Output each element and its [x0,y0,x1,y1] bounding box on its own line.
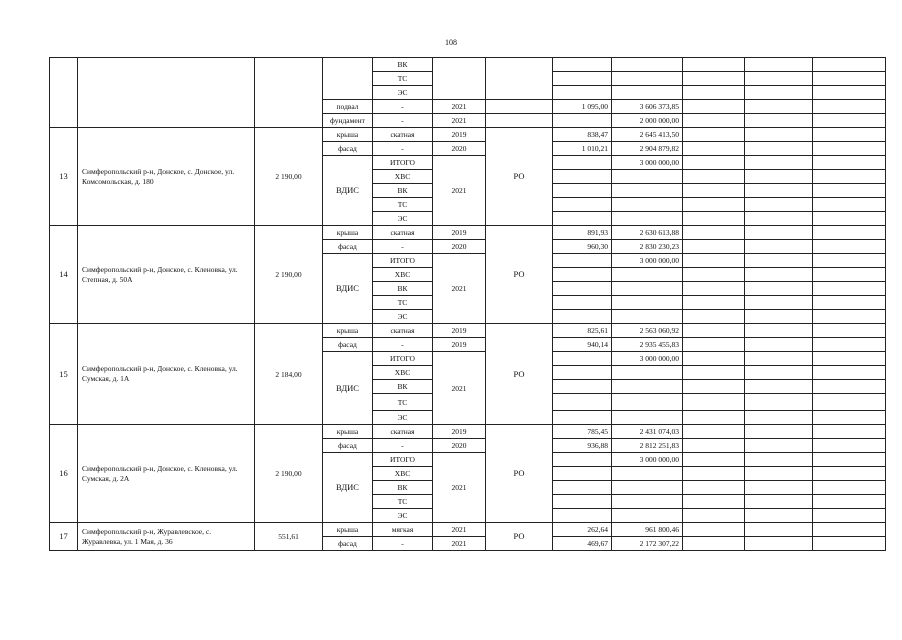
vdis-label: ВДИС [323,156,373,226]
area-cell [553,254,612,268]
empty-cell [745,453,813,467]
empty-cell [813,212,886,226]
address-cell: Симферопольский р-н, Донское, с. Донское, ул. Комсомольская, д. 180 [78,128,255,226]
empty-cell [813,226,886,240]
area-cell [553,310,612,324]
empty-cell [683,380,745,394]
empty-cell [683,184,745,198]
empty-cell [683,509,745,523]
empty-cell [683,310,745,324]
empty-cell [745,338,813,352]
subsystem-cell: ЭС [373,212,433,226]
empty-cell [683,226,745,240]
subsystem-cell: ТС [373,394,433,411]
area-cell: 936,88 [553,439,612,453]
type-cell: скатная [373,128,433,142]
empty-cell [813,254,886,268]
empty-cell [683,128,745,142]
row-index: 16 [50,425,78,523]
empty-cell [813,128,886,142]
cost-cell [612,481,683,495]
vdis-label: ВДИС [323,453,373,523]
area-cell [553,198,612,212]
cost-cell [612,72,683,86]
empty-cell [683,352,745,366]
page-number: 108 [445,38,457,47]
cost-cell [612,212,683,226]
fund-cell [486,58,553,100]
empty-cell [745,240,813,254]
empty-cell [683,86,745,100]
address-cell: Симферопольский р-н, Донское, с. Кленовка, ул. Степная, д. 50А [78,226,255,324]
empty-cell [813,156,886,170]
empty-cell [683,453,745,467]
cost-cell [612,86,683,100]
element-cell: крыша [323,226,373,240]
empty-cell [813,142,886,156]
area-cell [553,509,612,523]
empty-cell [745,72,813,86]
type-cell: - [373,100,433,114]
empty-cell [745,394,813,411]
empty-cell [745,366,813,380]
fund-cell: РО [486,523,553,551]
area-cell: 891,93 [553,226,612,240]
area-cell [553,268,612,282]
cost-cell: 2 812 251,83 [612,439,683,453]
empty-cell [813,58,886,72]
cost-cell [612,296,683,310]
empty-cell [683,156,745,170]
year-cell: 2020 [433,240,486,254]
subsystem-cell: ЭС [373,86,433,100]
fund-cell: РО [486,226,553,324]
cost-cell [612,495,683,509]
cost-cell [612,184,683,198]
empty-cell [745,324,813,338]
empty-cell [813,352,886,366]
empty-cell [813,170,886,184]
year-cell: 2021 [433,100,486,114]
subsystem-cell: ХВС [373,170,433,184]
empty-cell [745,212,813,226]
empty-cell [745,156,813,170]
cost-cell [612,380,683,394]
subsystem-cell: ВК [373,481,433,495]
empty-cell [813,467,886,481]
cost-cell: 2 563 060,92 [612,324,683,338]
empty-cell [683,523,745,537]
empty-cell [683,439,745,453]
table-row [50,523,886,537]
year-cell: 2021 [433,453,486,523]
subsystem-cell: ТС [373,72,433,86]
empty-cell [683,411,745,425]
empty-cell [683,394,745,411]
cost-cell: 961 800,46 [612,523,683,537]
empty-cell [745,86,813,100]
element-cell: крыша [323,425,373,439]
empty-cell [813,495,886,509]
table-row [50,58,886,72]
area-cell [553,366,612,380]
subsystem-cell: ХВС [373,467,433,481]
subsystem-cell: ТС [373,495,433,509]
area-cell [553,170,612,184]
empty-cell [813,72,886,86]
element-cell: фундамент [323,114,373,128]
year-cell: 2021 [433,352,486,425]
cost-cell: 2 904 879,82 [612,142,683,156]
year-cell: 2020 [433,142,486,156]
empty-cell [745,380,813,394]
empty-cell [745,170,813,184]
empty-cell [813,338,886,352]
cost-cell: 2 172 307,22 [612,537,683,551]
area-cell [553,72,612,86]
element-cell: фасад [323,338,373,352]
area-cell [553,380,612,394]
empty-cell [813,425,886,439]
fund-cell: РО [486,128,553,226]
subsystem-cell: ХВС [373,366,433,380]
year-cell: 2019 [433,338,486,352]
empty-cell [745,523,813,537]
empty-cell [745,310,813,324]
area-total-cell: 2 190,00 [255,226,323,324]
empty-cell [813,240,886,254]
area-cell [553,411,612,425]
type-cell: скатная [373,425,433,439]
cost-cell: 2 431 074,03 [612,425,683,439]
cost-cell: 3 000 000,00 [612,156,683,170]
area-cell [553,394,612,411]
area-cell [553,495,612,509]
year-cell: 2021 [433,523,486,537]
empty-cell [745,254,813,268]
element-cell: фасад [323,537,373,551]
empty-cell [683,268,745,282]
empty-cell [813,268,886,282]
empty-cell [683,282,745,296]
empty-cell [683,212,745,226]
empty-cell [813,509,886,523]
empty-cell [813,481,886,495]
empty-cell [745,114,813,128]
year-cell: 2021 [433,114,486,128]
area-total-cell: 2 190,00 [255,128,323,226]
subsystem-cell: ВК [373,282,433,296]
area-cell: 825,61 [553,324,612,338]
subsystem-cell: ВК [373,184,433,198]
area-cell [553,282,612,296]
vdis-label: ВДИС [323,352,373,425]
fund-cell [486,114,553,128]
cost-cell [612,198,683,212]
cost-cell: 2 630 613,88 [612,226,683,240]
table-row [50,128,886,142]
repair-schedule-table [49,57,886,551]
empty-cell [813,537,886,551]
empty-cell [813,366,886,380]
element-cell: фасад [323,439,373,453]
element-cell: крыша [323,523,373,537]
empty-cell [813,453,886,467]
empty-cell [745,142,813,156]
subsystem-cell: ВК [373,58,433,72]
type-cell: - [373,142,433,156]
table-body [50,58,886,551]
empty-cell [683,100,745,114]
empty-cell [683,425,745,439]
row-index: 15 [50,324,78,425]
empty-cell [813,380,886,394]
area-cell: 785,45 [553,425,612,439]
year-cell: 2019 [433,128,486,142]
empty-cell [683,114,745,128]
empty-cell [813,86,886,100]
empty-cell [683,467,745,481]
year-cell: 2019 [433,425,486,439]
empty-cell [745,198,813,212]
year-cell: 2019 [433,226,486,240]
idx-cell [50,58,78,128]
area-total-cell: 2 190,00 [255,425,323,523]
empty-cell [683,324,745,338]
cost-cell: 2 935 455,83 [612,338,683,352]
empty-cell [683,338,745,352]
empty-cell [745,439,813,453]
empty-cell [683,481,745,495]
subsystem-cell: ЭС [373,310,433,324]
area-cell [553,156,612,170]
empty-cell [813,523,886,537]
subsystem-cell: ЭС [373,509,433,523]
address-cell: Симферопольский р-н, Донское, с. Кленовка, ул. Сумская, д. 2А [78,425,255,523]
area-cell [553,481,612,495]
cost-cell: 3 000 000,00 [612,254,683,268]
element-cell: фасад [323,240,373,254]
empty-cell [683,240,745,254]
area-cell: 1 095,00 [553,100,612,114]
empty-cell [683,366,745,380]
type-cell: мягкая [373,523,433,537]
cost-cell: 2 830 230,23 [612,240,683,254]
empty-cell [683,142,745,156]
empty-cell [745,481,813,495]
cost-cell: 2 645 413,50 [612,128,683,142]
area-cell [553,212,612,226]
empty-cell [683,296,745,310]
year-cell: 2021 [433,156,486,226]
empty-cell [745,282,813,296]
year-cell: 2020 [433,439,486,453]
cost-cell [612,58,683,72]
table-row [50,226,886,240]
area-cell: 1 010,21 [553,142,612,156]
element-cell: крыша [323,324,373,338]
empty-cell [813,439,886,453]
area-cell: 838,47 [553,128,612,142]
area-cell [553,352,612,366]
table-row [50,324,886,338]
subsystem-cell: ТС [373,296,433,310]
area-cell [553,86,612,100]
empty-cell [813,100,886,114]
empty-cell [745,537,813,551]
empty-cell [745,296,813,310]
cost-cell [612,411,683,425]
empty-cell [813,411,886,425]
row-index: 17 [50,523,78,551]
empty-cell [683,537,745,551]
year-cell: 2021 [433,537,486,551]
empty-cell [683,170,745,184]
cost-cell [612,366,683,380]
empty-cell [745,495,813,509]
empty-cell [683,254,745,268]
area-cell [553,453,612,467]
cost-cell [612,509,683,523]
empty-cell [745,509,813,523]
year-cell [433,58,486,100]
element-cell: фасад [323,142,373,156]
year-cell: 2021 [433,254,486,324]
type-cell: - [373,537,433,551]
cost-cell: 2 000 000,00 [612,114,683,128]
empty-cell [813,394,886,411]
fund-cell: РО [486,425,553,523]
element-cell: крыша [323,128,373,142]
area-cell: 960,30 [553,240,612,254]
empty-cell [745,425,813,439]
subsystem-cell: ХВС [373,268,433,282]
type-cell: - [373,439,433,453]
subsystem-cell: ИТОГО [373,453,433,467]
area-cell [553,114,612,128]
subsystem-cell: ЭС [373,411,433,425]
empty-cell [745,226,813,240]
element-cell [323,58,373,100]
area-total-cell: 551,61 [255,523,323,551]
area-total-cell: 2 184,00 [255,324,323,425]
type-cell: скатная [373,226,433,240]
area-cell: 940,14 [553,338,612,352]
cost-cell [612,394,683,411]
empty-cell [683,72,745,86]
empty-cell [745,100,813,114]
area-cell [553,184,612,198]
area-cell [553,467,612,481]
fund-cell [486,100,553,114]
subsystem-cell: ВК [373,380,433,394]
row-index: 13 [50,128,78,226]
empty-cell [683,58,745,72]
area-cell [553,58,612,72]
type-cell: - [373,338,433,352]
empty-cell [813,296,886,310]
empty-cell [745,352,813,366]
cost-cell [612,282,683,296]
area-total-cell [255,58,323,128]
empty-cell [745,467,813,481]
empty-cell [813,282,886,296]
fund-cell: РО [486,324,553,425]
address-cell [78,58,255,128]
empty-cell [745,268,813,282]
empty-cell [745,58,813,72]
element-cell: подвал [323,100,373,114]
cost-cell: 3 606 373,85 [612,100,683,114]
year-cell: 2019 [433,324,486,338]
address-cell: Симферопольский р-н, Журавлевское, с. Журавлевка, ул. 1 Мая, д. 36 [78,523,255,551]
area-cell: 469,67 [553,537,612,551]
subsystem-cell: ИТОГО [373,156,433,170]
row-index: 14 [50,226,78,324]
empty-cell [745,411,813,425]
type-cell: - [373,240,433,254]
empty-cell [813,324,886,338]
type-cell: скатная [373,324,433,338]
empty-cell [813,310,886,324]
area-cell: 262,64 [553,523,612,537]
subsystem-cell: ИТОГО [373,352,433,366]
empty-cell [683,198,745,212]
empty-cell [745,128,813,142]
cost-cell: 3 000 000,00 [612,453,683,467]
empty-cell [745,184,813,198]
cost-cell: 3 000 000,00 [612,352,683,366]
subsystem-cell: ТС [373,198,433,212]
address-cell: Симферопольский р-н, Донское, с. Кленовка, ул. Сумская, д. 1А [78,324,255,425]
empty-cell [813,114,886,128]
cost-cell [612,170,683,184]
empty-cell [683,495,745,509]
area-cell [553,296,612,310]
table-row [50,425,886,439]
subsystem-cell: ИТОГО [373,254,433,268]
empty-cell [813,198,886,212]
cost-cell [612,467,683,481]
empty-cell [813,184,886,198]
cost-cell [612,268,683,282]
vdis-label: ВДИС [323,254,373,324]
cost-cell [612,310,683,324]
type-cell: - [373,114,433,128]
